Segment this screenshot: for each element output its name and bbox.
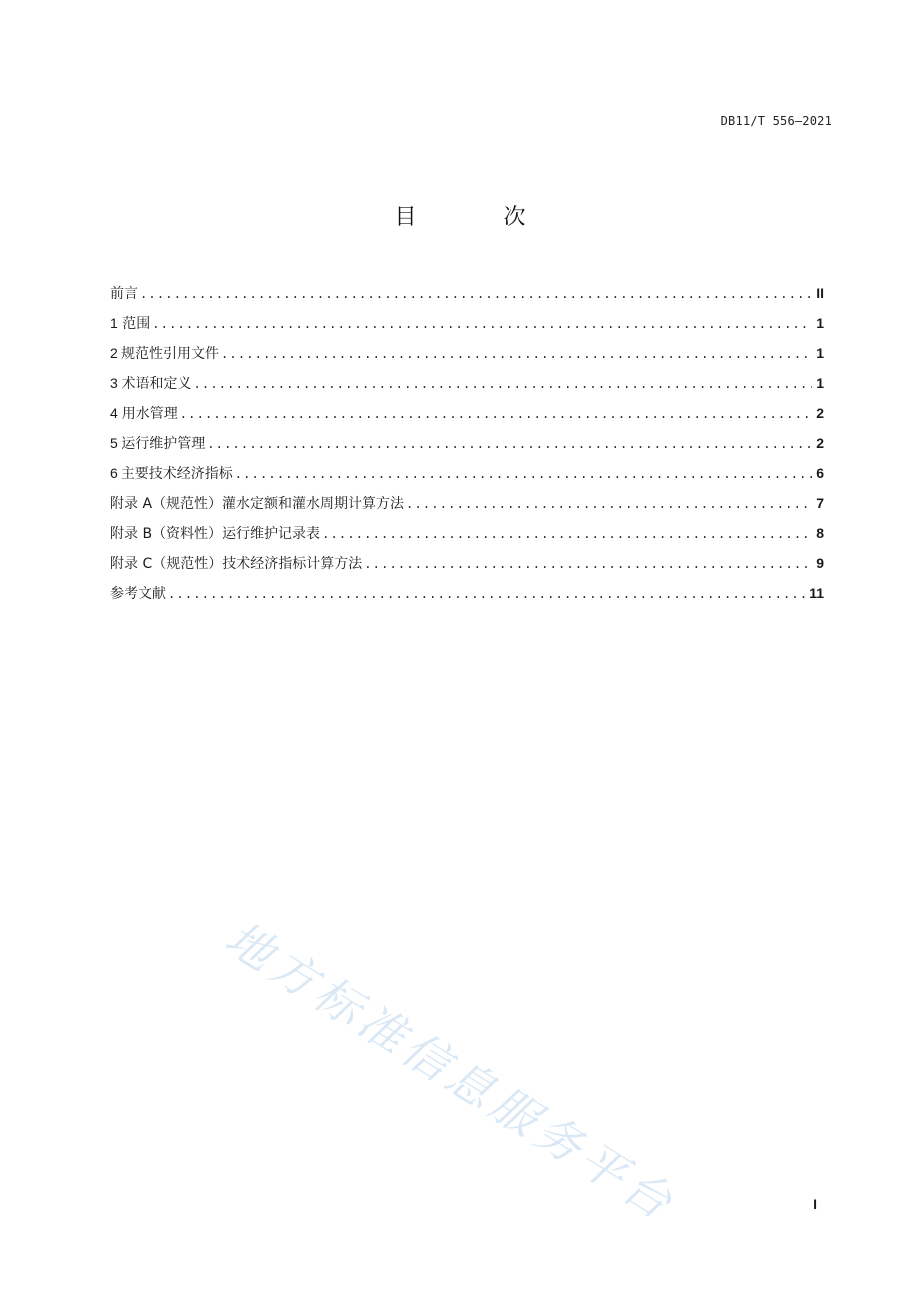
toc-entry-page: 9 <box>816 555 824 571</box>
toc-leader-dots <box>140 279 812 309</box>
document-code: DB11/T 556—2021 <box>720 114 832 128</box>
toc-entry-operation-maintenance[interactable] <box>110 428 824 458</box>
toc-entry-label: 运行维护记录表 <box>222 526 321 542</box>
toc-leader-dots <box>152 309 812 339</box>
toc-entry-number: 3 <box>110 375 118 391</box>
toc-leader-dots <box>207 429 812 459</box>
toc-entry-appendix-b[interactable] <box>110 518 824 548</box>
toc-entry-page: 1 <box>816 375 824 391</box>
toc-entry-appendix-prefix: 附录 C（规范性） <box>110 556 223 572</box>
toc-entry-scope[interactable] <box>110 308 824 338</box>
toc-leader-dots <box>168 579 805 609</box>
page-number: I <box>813 1196 817 1212</box>
toc-entry-appendix-prefix: 附录 B（资料性） <box>110 526 223 542</box>
toc-entry-page: 2 <box>816 405 824 421</box>
toc-entry-foreword[interactable] <box>110 278 824 308</box>
watermark-text: 地方标准信息服务平台 <box>216 910 686 1232</box>
toc-entry-number: 6 <box>110 465 118 481</box>
toc-entry-number: 4 <box>110 405 118 421</box>
toc-entry-bibliography[interactable] <box>110 578 824 608</box>
toc-entry-label: 规范性引用文件 <box>120 346 219 362</box>
toc-entry-appendix-prefix: 附录 A（规范性） <box>110 496 223 512</box>
table-of-contents <box>110 278 824 608</box>
toc-entry-appendix-a[interactable] <box>110 488 824 518</box>
toc-leader-dots <box>322 519 812 549</box>
toc-entry-normative-references[interactable] <box>110 338 824 368</box>
toc-entry-label: 范围 <box>122 316 151 332</box>
toc-entry-page: 1 <box>816 345 824 361</box>
page-title: 目 次 <box>394 205 566 230</box>
toc-leader-dots <box>193 369 812 399</box>
toc-leader-dots <box>221 339 812 369</box>
toc-entry-water-management[interactable] <box>110 398 824 428</box>
toc-entry-page: II <box>816 285 824 301</box>
toc-entry-page: 8 <box>816 525 824 541</box>
toc-entry-page: 11 <box>809 585 824 601</box>
toc-entry-label: 运行维护管理 <box>121 436 206 452</box>
toc-entry-page: 2 <box>816 435 824 451</box>
toc-leader-dots <box>364 549 812 579</box>
toc-entry-appendix-c[interactable] <box>110 548 824 578</box>
toc-entry-terms[interactable] <box>110 368 824 398</box>
toc-entry-number: 2 <box>110 345 118 361</box>
toc-entry-number: 5 <box>110 435 118 451</box>
toc-leader-dots <box>406 489 812 519</box>
toc-entry-label: 术语和定义 <box>121 376 192 392</box>
toc-leader-dots <box>180 399 812 429</box>
toc-entry-page: 6 <box>816 465 824 481</box>
toc-entry-technical-indicators[interactable] <box>110 458 824 488</box>
toc-entry-label: 用水管理 <box>121 406 178 422</box>
toc-entry-page: 7 <box>816 495 824 511</box>
toc-entry-page: 1 <box>816 315 824 331</box>
toc-entry-label: 技术经济指标计算方法 <box>222 556 363 572</box>
toc-entry-label: 前言 <box>110 286 138 302</box>
toc-entry-label: 参考文献 <box>110 586 166 602</box>
toc-entry-number: 1 <box>110 315 118 331</box>
toc-leader-dots <box>235 459 813 489</box>
toc-entry-label: 灌水定额和灌水周期计算方法 <box>222 496 405 512</box>
toc-entry-label: 主要技术经济指标 <box>120 466 233 482</box>
